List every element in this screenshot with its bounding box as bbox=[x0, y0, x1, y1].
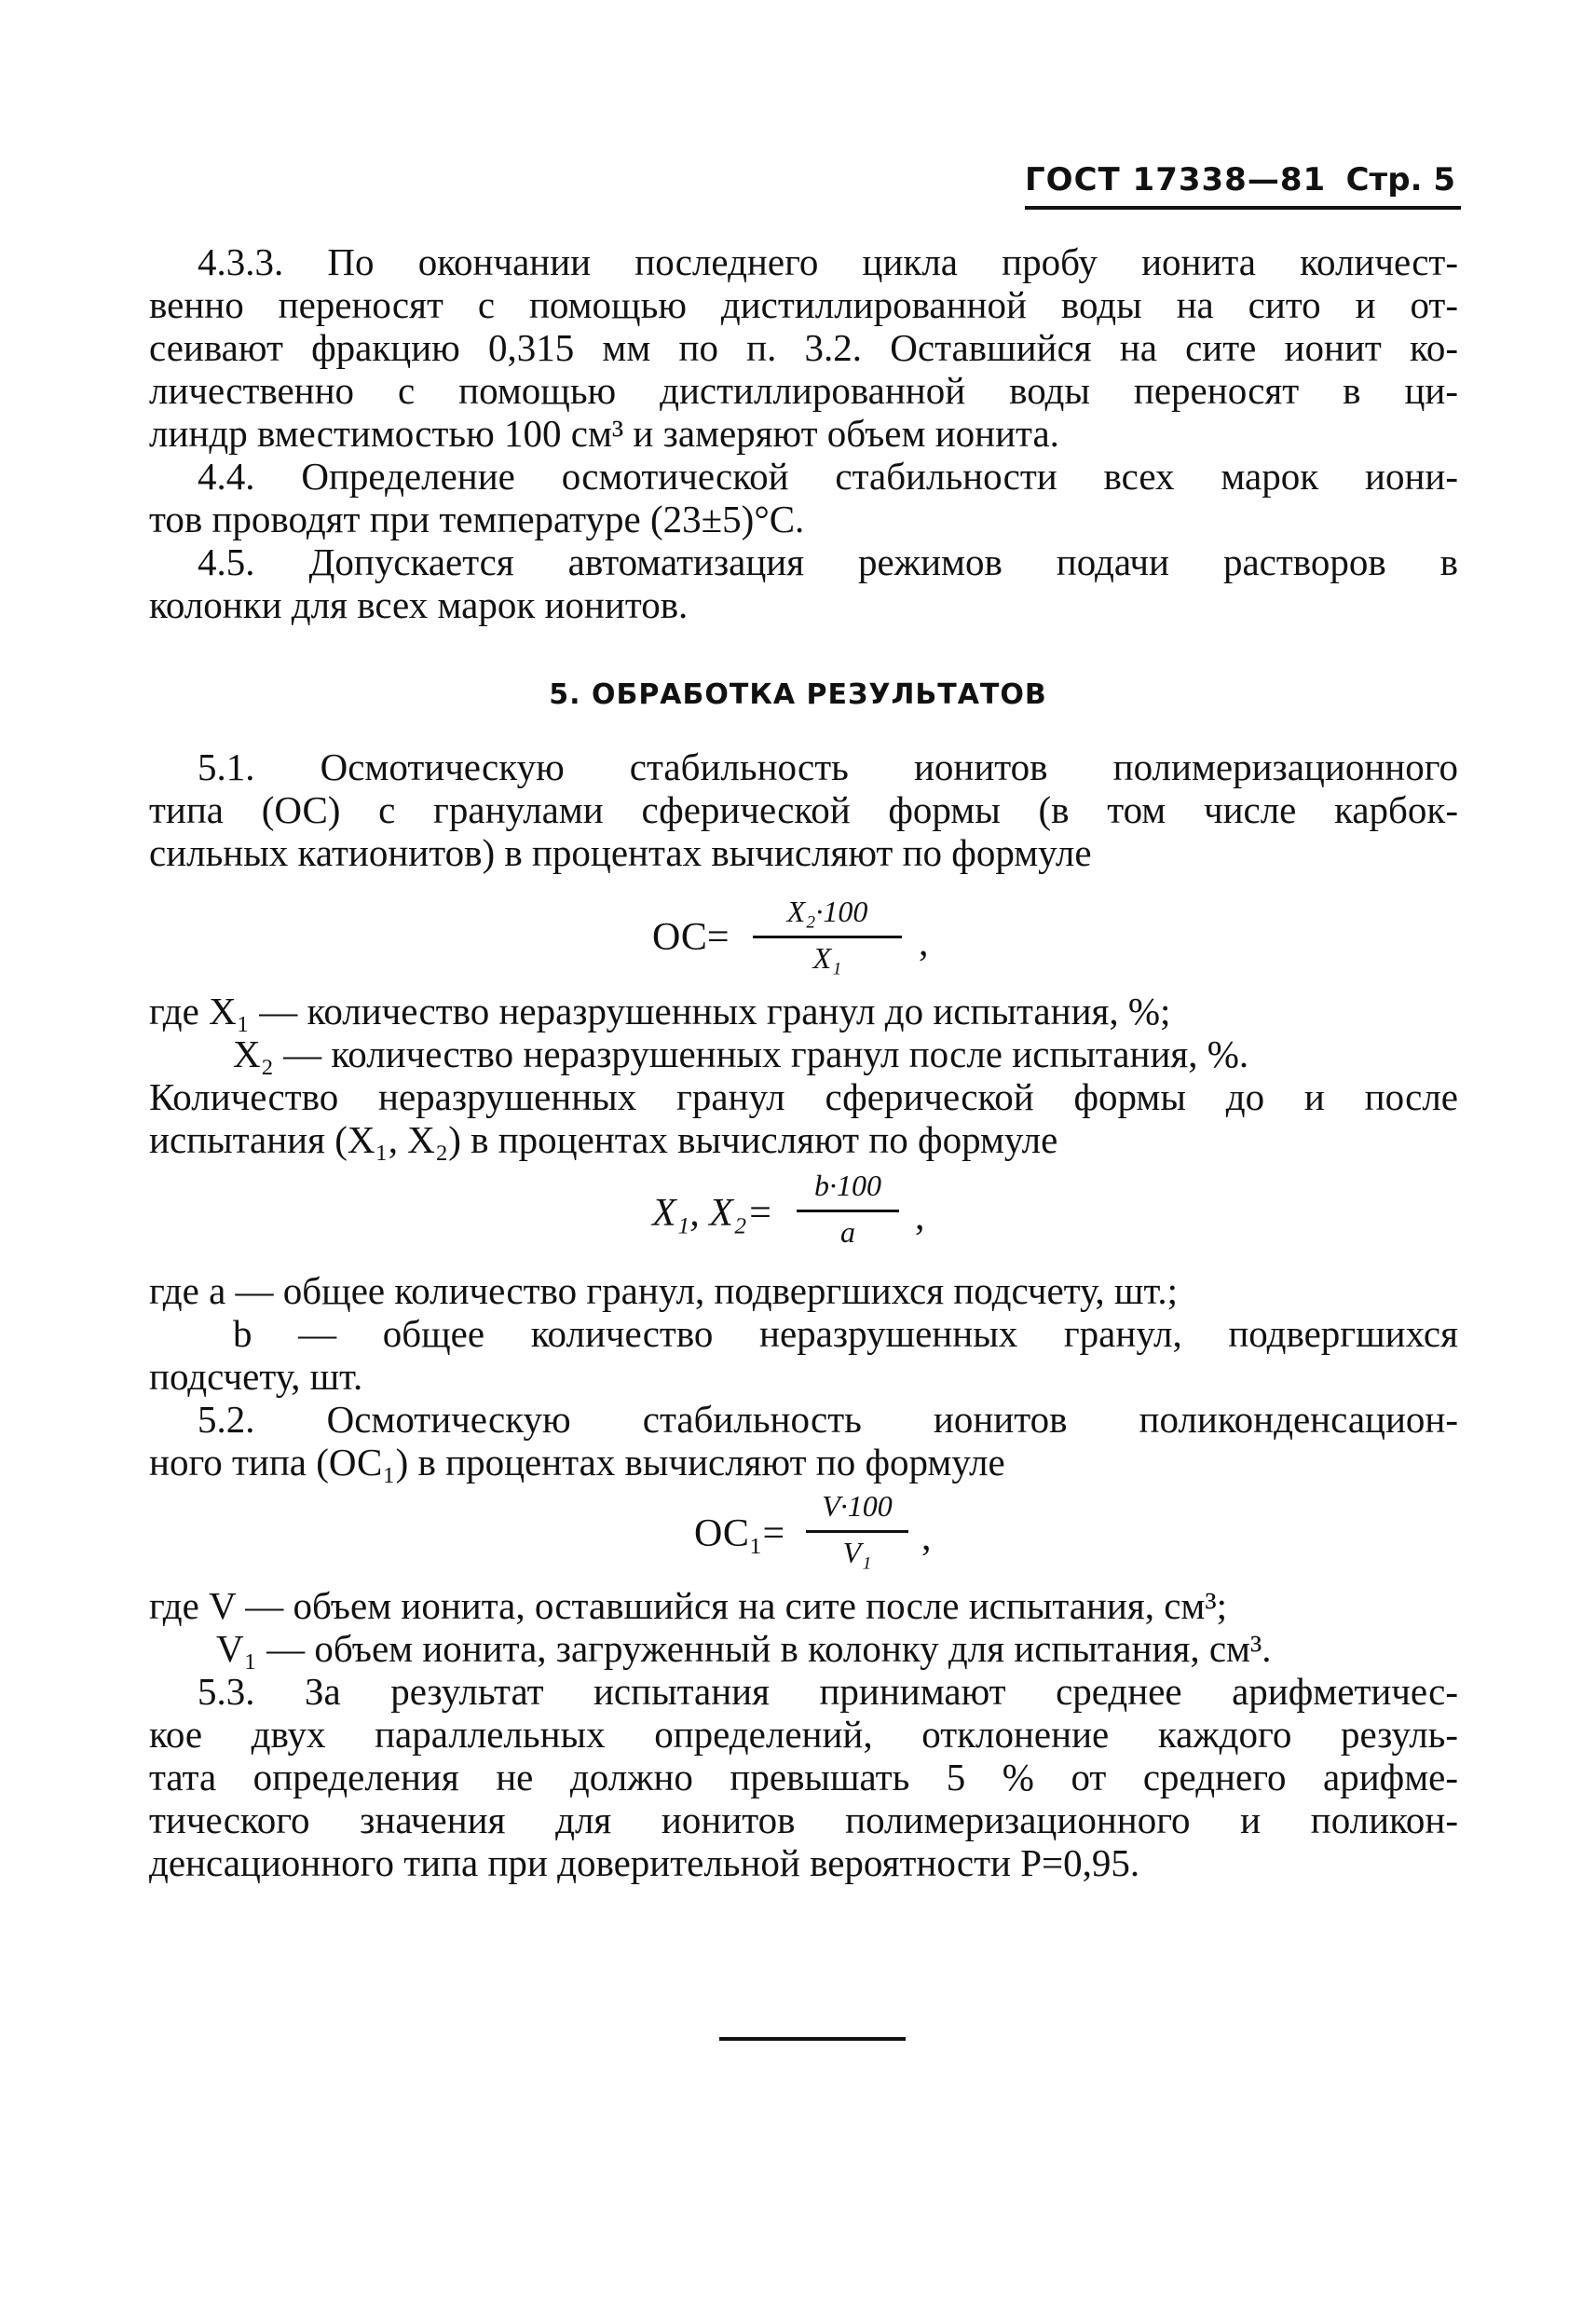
formula-os1-numerator: V·100 bbox=[822, 1489, 893, 1523]
paragraph-4-4-line: 4.4. Определение осмотической стабильности всех марок иони- bbox=[198, 455, 1458, 498]
document-id: ГОСТ 17338—81 bbox=[1025, 161, 1327, 198]
paragraph-5-3-line: тата определения не должно превышать 5 % от среднего арифме- bbox=[149, 1756, 1458, 1798]
paragraph-5-2-line: ного типа (ОС₁) в процентах вычисляют по формуле bbox=[149, 1441, 1005, 1484]
formula-x1-x2-denominator: a bbox=[840, 1215, 855, 1249]
paragraph-4-3-3-line: венно переносят с помощью дистиллированной воды на сито и от- bbox=[149, 283, 1458, 326]
page-header bbox=[1025, 154, 1463, 206]
formula-os-numerator: X₂·100 bbox=[786, 895, 868, 928]
paragraph-5-1-where2-line: b — общее количество неразрушенных гранул, подвергшихся bbox=[233, 1312, 1458, 1355]
paragraph-4-3-3-line: сеивают фракцию 0,315 мм по п. 3.2. Оставшийся на сите ионит ко- bbox=[149, 326, 1458, 369]
paragraph-5-1-where2-line: где a — общее количество гранул, подвергшихся подсчету, шт.; bbox=[149, 1269, 1178, 1312]
paragraph-5-1-where2-line: подсчету, шт. bbox=[149, 1355, 363, 1398]
paragraph-4-5-line: колонки для всех марок ионитов. bbox=[149, 583, 689, 626]
paragraph-4-3-3-line: линдр вместимостью 100 см³ и замеряют объем ионита. bbox=[149, 412, 1059, 455]
paragraph-5-1-where-line: X₂ — количество неразрушенных гранул после испытания, %. bbox=[233, 1032, 1249, 1075]
paragraph-5-1-line: 5.1. Осмотическую стабильность ионитов полимеризационного bbox=[198, 745, 1458, 788]
formula-os bbox=[643, 895, 960, 997]
formula-os1 bbox=[685, 1489, 964, 1592]
paragraph-5-2-where-line: где V — объем ионита, оставшийся на сите после испытания, см³; bbox=[149, 1584, 1228, 1627]
formula-x1-x2-fraction-bar bbox=[797, 1210, 899, 1212]
formula-os1-denominator: V₁ bbox=[842, 1536, 872, 1569]
formula-os1-lhs: ОС₁= bbox=[694, 1512, 785, 1555]
formula-x1-x2-comma: , bbox=[915, 1196, 925, 1238]
paragraph-5-1-where-line: где X₁ — количество неразрушенных гранул до испытания, %; bbox=[149, 990, 1171, 1032]
formula-os1-fraction-bar bbox=[806, 1530, 908, 1533]
paragraph-5-3-line: тического значения для ионитов полимеризационного и поликон- bbox=[149, 1798, 1458, 1841]
paragraph-5-1-where-line: Количество неразрушенных гранул сферической формы до и после bbox=[149, 1075, 1458, 1118]
paragraph-5-3-line: денсационного типа при доверительной вероятности P=0,95. bbox=[149, 1841, 1140, 1884]
formula-os-comma: , bbox=[919, 922, 929, 964]
formula-os-fraction-bar bbox=[753, 936, 902, 938]
paragraph-5-1-line: сильных катионитов) в процентах вычисляют по формуле bbox=[149, 831, 1092, 874]
paragraph-5-2-line: 5.2. Осмотическую стабильность ионитов поликонденсацион- bbox=[198, 1398, 1458, 1441]
formula-os-denominator: X₁ bbox=[812, 941, 842, 975]
paragraph-4-5-line: 4.5. Допускается автоматизация режимов подачи растворов в bbox=[198, 540, 1458, 583]
paragraph-5-1-where-line: испытания (X₁, X₂) в процентах вычисляют по формуле bbox=[149, 1118, 1058, 1161]
formula-os-lhs: ОС= bbox=[652, 916, 730, 959]
paragraph-5-3-line: 5.3. За результат испытания принимают среднее арифметичес- bbox=[198, 1670, 1458, 1713]
section-title: 5. ОБРАБОТКА РЕЗУЛЬТАТОВ bbox=[549, 678, 1047, 711]
header-rule bbox=[1025, 206, 1461, 210]
paragraph-5-1-line: типа (ОС) с гранулами сферической формы (в том числе карбок- bbox=[149, 788, 1458, 831]
paragraph-4-4-line: тов проводят при температуре (23±5)°С. bbox=[149, 498, 805, 540]
formula-x1-x2-numerator: b·100 bbox=[814, 1169, 881, 1202]
paragraph-4-3-3-line: личественно с помощью дистиллированной воды переносят в ци- bbox=[149, 369, 1458, 412]
formula-os1-comma: , bbox=[921, 1516, 932, 1559]
end-rule bbox=[719, 2037, 906, 2041]
paragraph-5-3-line: кое двух параллельных определений, отклонение каждого резуль- bbox=[149, 1713, 1458, 1756]
paragraph-5-2-where-line: V₁ — объем ионита, загруженный в колонку для испытания, см³. bbox=[216, 1627, 1272, 1670]
paragraph-4-3-3-line: 4.3.3. По окончании последнего цикла пробу ионита количест- bbox=[198, 240, 1458, 283]
page-number: Стр. 5 bbox=[1345, 161, 1455, 198]
formula-x1-x2 bbox=[643, 1163, 960, 1265]
formula-x1-x2-lhs: X₁, X₂= bbox=[652, 1192, 773, 1235]
